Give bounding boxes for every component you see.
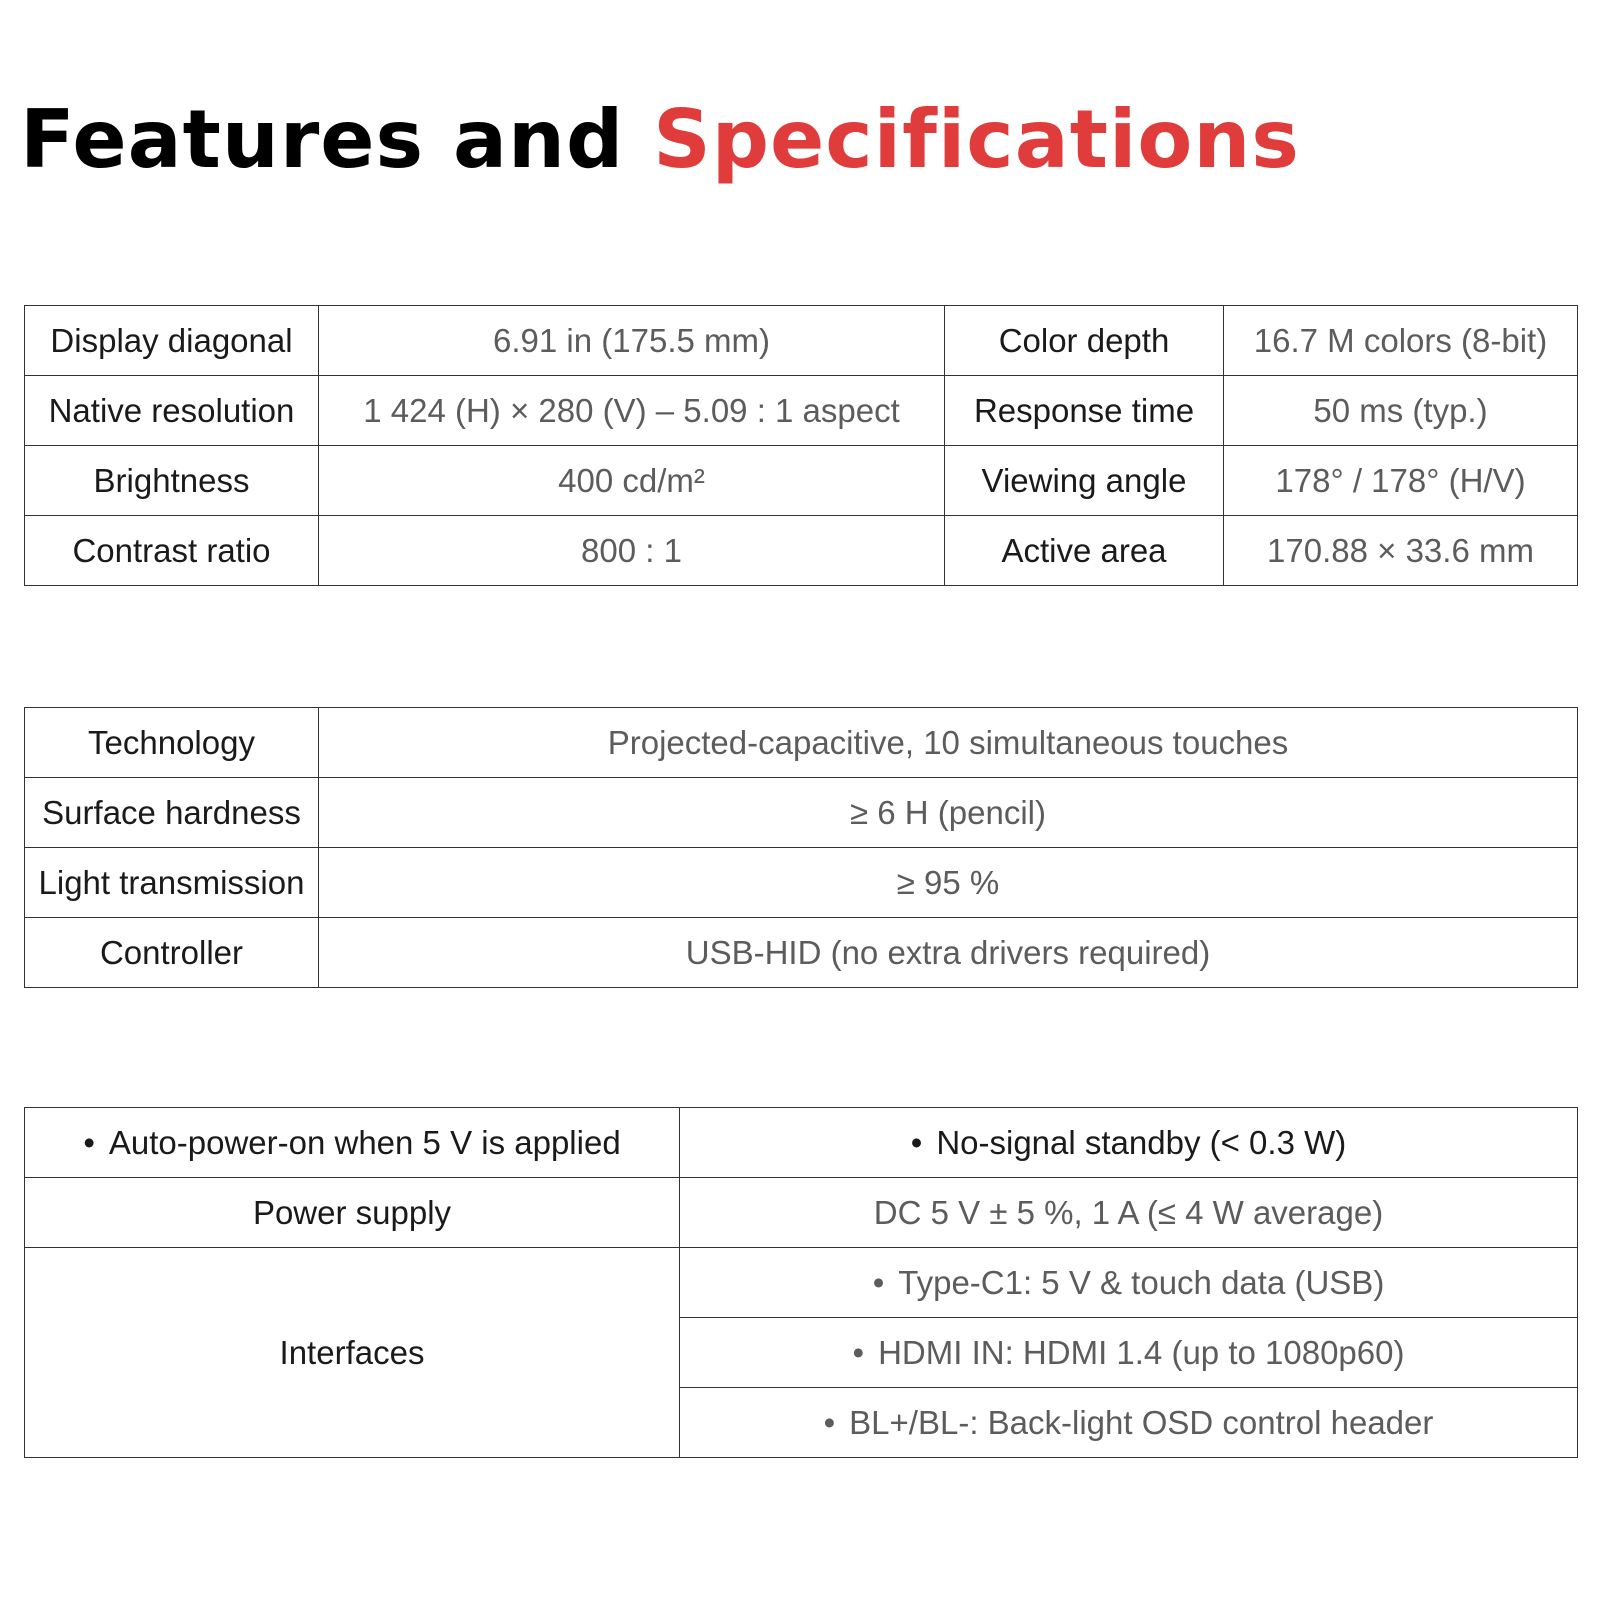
power-specs-table: [24, 1107, 1578, 1458]
table-row: [25, 446, 1578, 516]
display-diagonal-value: 6.91 in (175.5 mm): [319, 306, 945, 376]
interface-item: [680, 1388, 1578, 1458]
interfaces-label: Interfaces: [25, 1248, 680, 1458]
title-part-1: Features and: [20, 93, 625, 186]
interface-item: [680, 1318, 1578, 1388]
table-row: [25, 306, 1578, 376]
power-supply-value: DC 5 V ± 5 %, 1 A (≤ 4 W average): [680, 1178, 1578, 1248]
auto-power-on-feature: [25, 1108, 680, 1178]
interface-text: BL+/BL-: Back-light OSD control header: [849, 1403, 1434, 1441]
surface-hardness-label: Surface hardness: [25, 778, 319, 848]
technology-label: Technology: [25, 708, 319, 778]
table-row: [25, 708, 1578, 778]
bullet-icon: •: [83, 1123, 95, 1161]
table-row: [25, 1108, 1578, 1178]
contrast-ratio-value: 800 : 1: [319, 516, 945, 586]
viewing-angle-label: Viewing angle: [945, 446, 1224, 516]
feature-text: Auto-power-on when 5 V is applied: [108, 1123, 621, 1161]
no-signal-standby-feature: [680, 1108, 1578, 1178]
title-part-2: Specifications: [653, 93, 1300, 186]
bullet-icon: •: [910, 1123, 923, 1161]
native-resolution-value: 1 424 (H) × 280 (V) – 5.09 : 1 aspect: [319, 376, 945, 446]
light-transmission-label: Light transmission: [25, 848, 319, 918]
viewing-angle-value: 178° / 178° (H/V): [1224, 446, 1578, 516]
active-area-label: Active area: [945, 516, 1224, 586]
page-title: [20, 90, 1300, 190]
feature-text: No-signal standby (< 0.3 W): [936, 1123, 1347, 1161]
table-row: [25, 376, 1578, 446]
display-diagonal-label: Display diagonal: [25, 306, 319, 376]
controller-value: USB-HID (no extra drivers required): [319, 918, 1578, 988]
brightness-value: 400 cd/m²: [319, 446, 945, 516]
bullet-icon: •: [823, 1403, 836, 1441]
brightness-label: Brightness: [25, 446, 319, 516]
table-row: [25, 778, 1578, 848]
table-row: [25, 1178, 1578, 1248]
power-supply-label: Power supply: [25, 1178, 680, 1248]
table-row: [25, 848, 1578, 918]
technology-value: Projected-capacitive, 10 simultaneous touches: [319, 708, 1578, 778]
active-area-value: 170.88 × 33.6 mm: [1224, 516, 1578, 586]
light-transmission-value: ≥ 95 %: [319, 848, 1578, 918]
table-row: [25, 918, 1578, 988]
table-row: [25, 516, 1578, 586]
display-specs-table: [24, 305, 1578, 586]
color-depth-value: 16.7 M colors (8-bit): [1224, 306, 1578, 376]
bullet-icon: •: [872, 1263, 885, 1301]
surface-hardness-value: ≥ 6 H (pencil): [319, 778, 1578, 848]
bullet-icon: •: [852, 1333, 865, 1371]
touch-specs-table: [24, 707, 1578, 988]
contrast-ratio-label: Contrast ratio: [25, 516, 319, 586]
controller-label: Controller: [25, 918, 319, 988]
interface-item: [680, 1248, 1578, 1318]
interface-text: HDMI IN: HDMI 1.4 (up to 1080p60): [878, 1333, 1405, 1371]
response-time-value: 50 ms (typ.): [1224, 376, 1578, 446]
table-row: [25, 1248, 1578, 1318]
response-time-label: Response time: [945, 376, 1224, 446]
native-resolution-label: Native resolution: [25, 376, 319, 446]
color-depth-label: Color depth: [945, 306, 1224, 376]
interface-text: Type-C1: 5 V & touch data (USB): [898, 1263, 1385, 1301]
